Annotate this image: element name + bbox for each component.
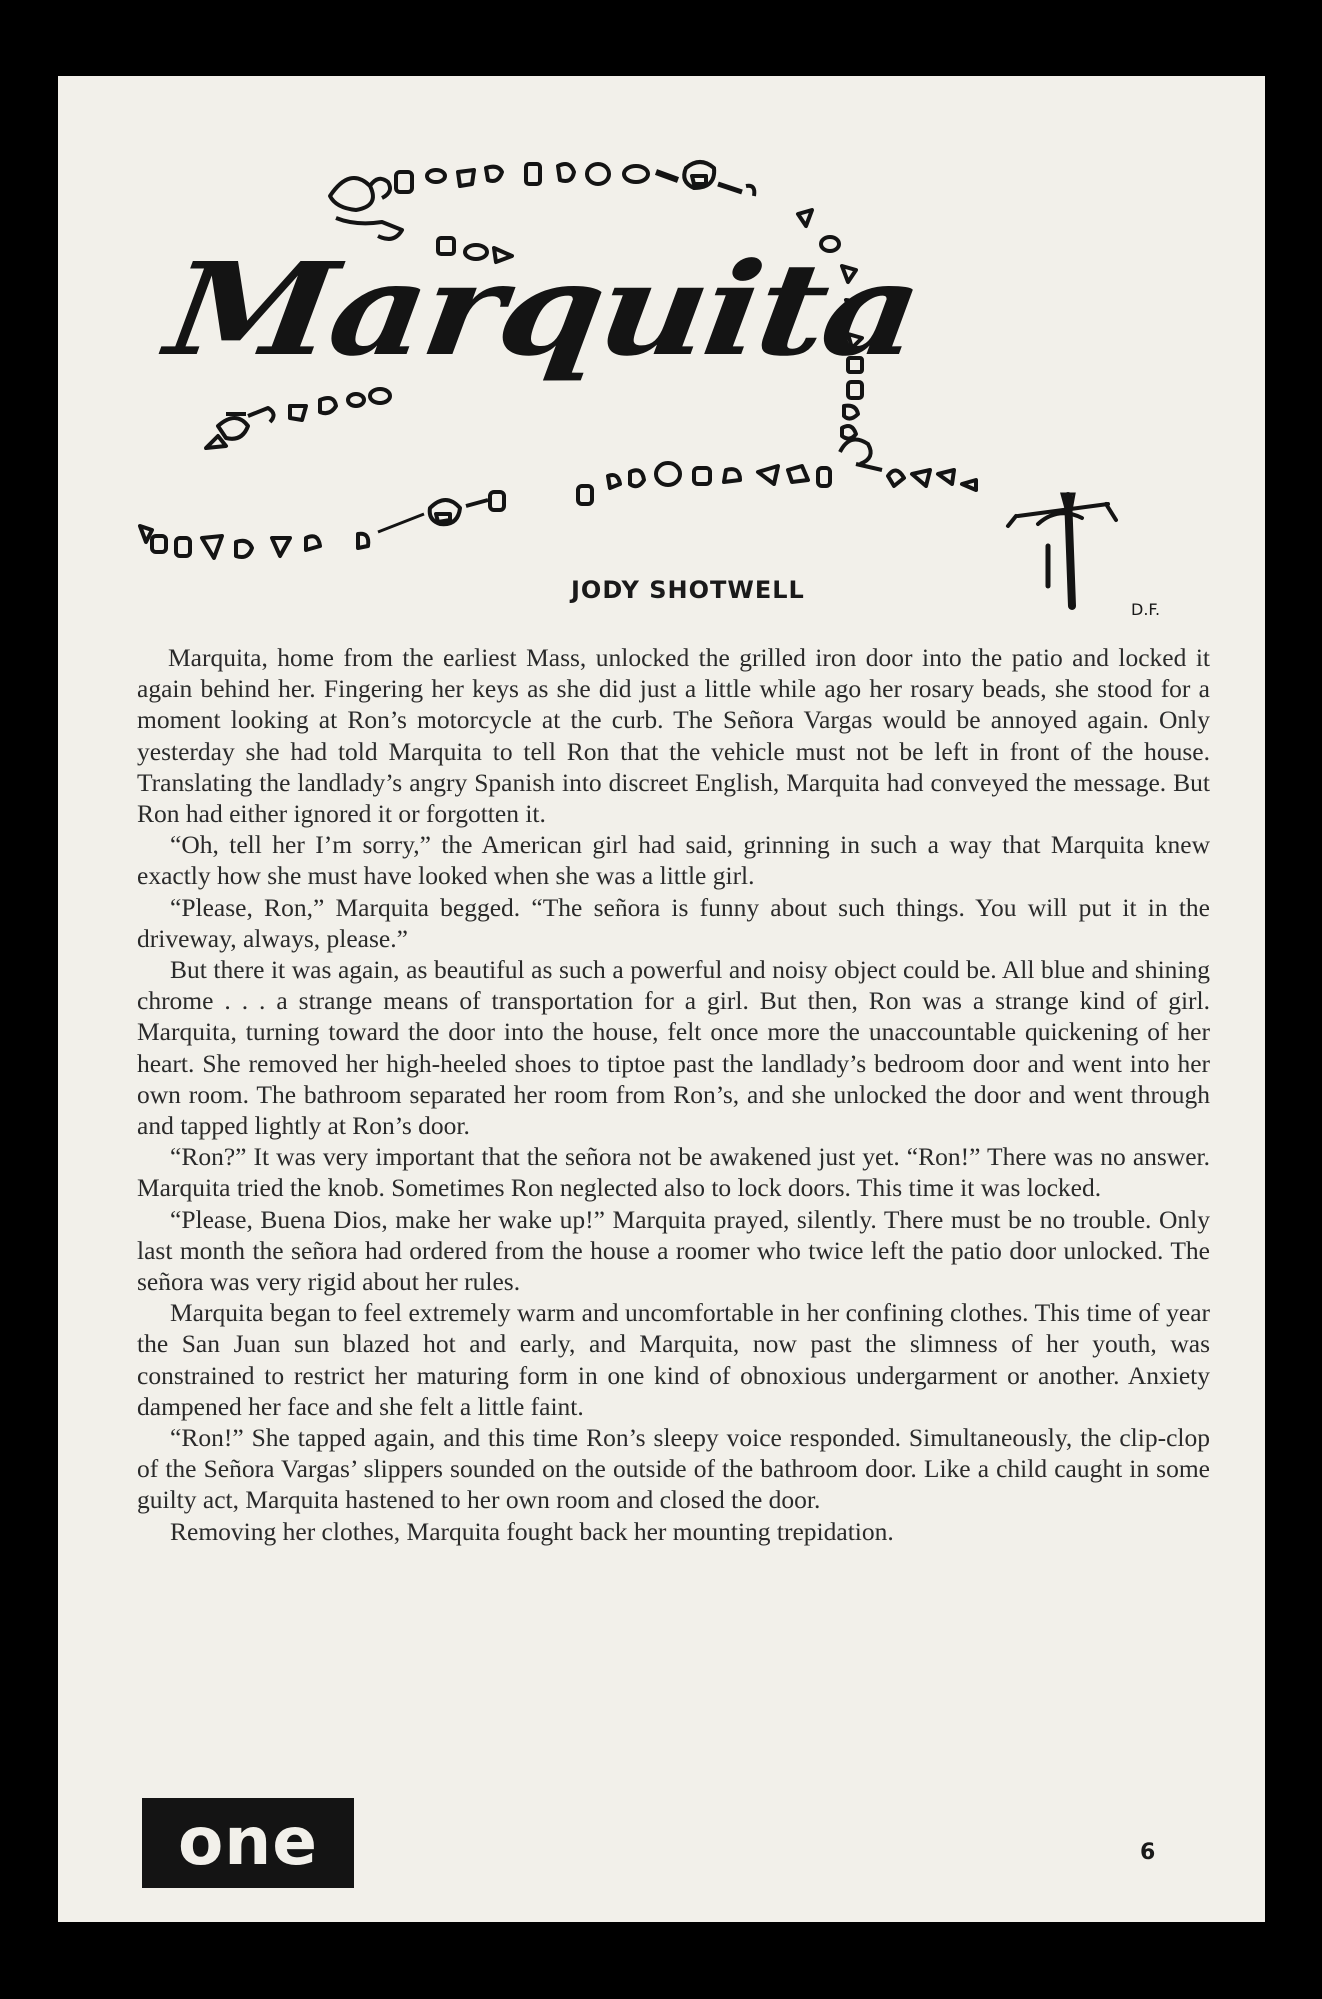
magazine-logo [142, 1798, 354, 1888]
paragraph: Marquita began to feel extremely warm and uncomfortable in her confining clothes. This time of year the San Juan sun blazed hot and early, and Marquita, now past the slimness of her youth, was constrained to restrict her maturing form in one kind of obnoxious undergarment or another. Anxiety dampened her face and she felt a little faint. [137, 1298, 1210, 1421]
paragraph: “Ron?” It was very important that the señora not be awakened just yet. “Ron!” There was no answer. Marquita tried the knob. Sometimes Ron neglected also to lock doors. This time it was locked. [137, 1142, 1210, 1203]
magazine-page [58, 76, 1265, 1922]
paragraph: “Ron!” She tapped again, and this time Ron’s sleepy voice responded. Simultaneously, the clip-clop of the Señora Vargas’ slippers sounded on the outside of the bathroom door. Like a child caught in some guilty act, Marquita hastened to her own room and closed the door. [137, 1423, 1210, 1515]
paragraph: Marquita, home from the earliest Mass, unlocked the grilled iron door into the patio and locked it again behind her. Fingering her keys as she did just a little while ago her rosary beads, she stood for a moment looking at Ron’s motorcycle at the curb. The Señora Vargas would be annoyed again. Only yesterday she had told Marquita to tell Ron that the vehicle must not be left in front of the house. Translating the landlady’s angry Spanish into discreet English, Marquita had conveyed the message. But Ron had either ignored it or forgotten it. [137, 643, 1210, 829]
paragraph: “Please, Buena Dios, make her wake up!” Marquita prayed, silently. There must be no trouble. Only last month the señora had ordered from the house a roomer who twice left the patio door unlocked. The señora was very rigid about her rules. [137, 1204, 1210, 1297]
page-number: 6 [1140, 1840, 1156, 1865]
paragraph: But there it was again, as beautiful as such a powerful and noisy object could be. All blue and shining chrome . . . a strange means of transportation for a girl. But then, Ron was a strange kind of girl. Marquita, turning toward the door into the house, felt once more the unaccountable quickening of her heart. She removed her high-heeled shoes to tiptoe past the landlady’s bedroom door and went into her own room. The bathroom separated her room from Ron’s, and she unlocked the door and went through and tapped lightly at Ron’s door. [137, 955, 1210, 1141]
story-title-text: Marquita [158, 234, 928, 385]
crucifix-icon [1008, 494, 1116, 606]
author-byline: JODY SHOTWELL [571, 576, 805, 604]
paragraph: “Oh, tell her I’m sorry,” the American girl had said, grinning in such a way that Marquita knew exactly how she must have looked when she was a little girl. [137, 830, 1210, 891]
story-body [137, 642, 1210, 1547]
story-title [158, 234, 928, 506]
paragraph: “Please, Ron,” Marquita begged. “The señora is funny about such things. You will put it in the driveway, always, please.” [137, 892, 1210, 953]
paragraph: Removing her clothes, Marquita fought back her mounting trepidation. [170, 1516, 894, 1546]
artist-initials: D.F. [1131, 600, 1161, 619]
magazine-logo-text: one [177, 1803, 319, 1880]
